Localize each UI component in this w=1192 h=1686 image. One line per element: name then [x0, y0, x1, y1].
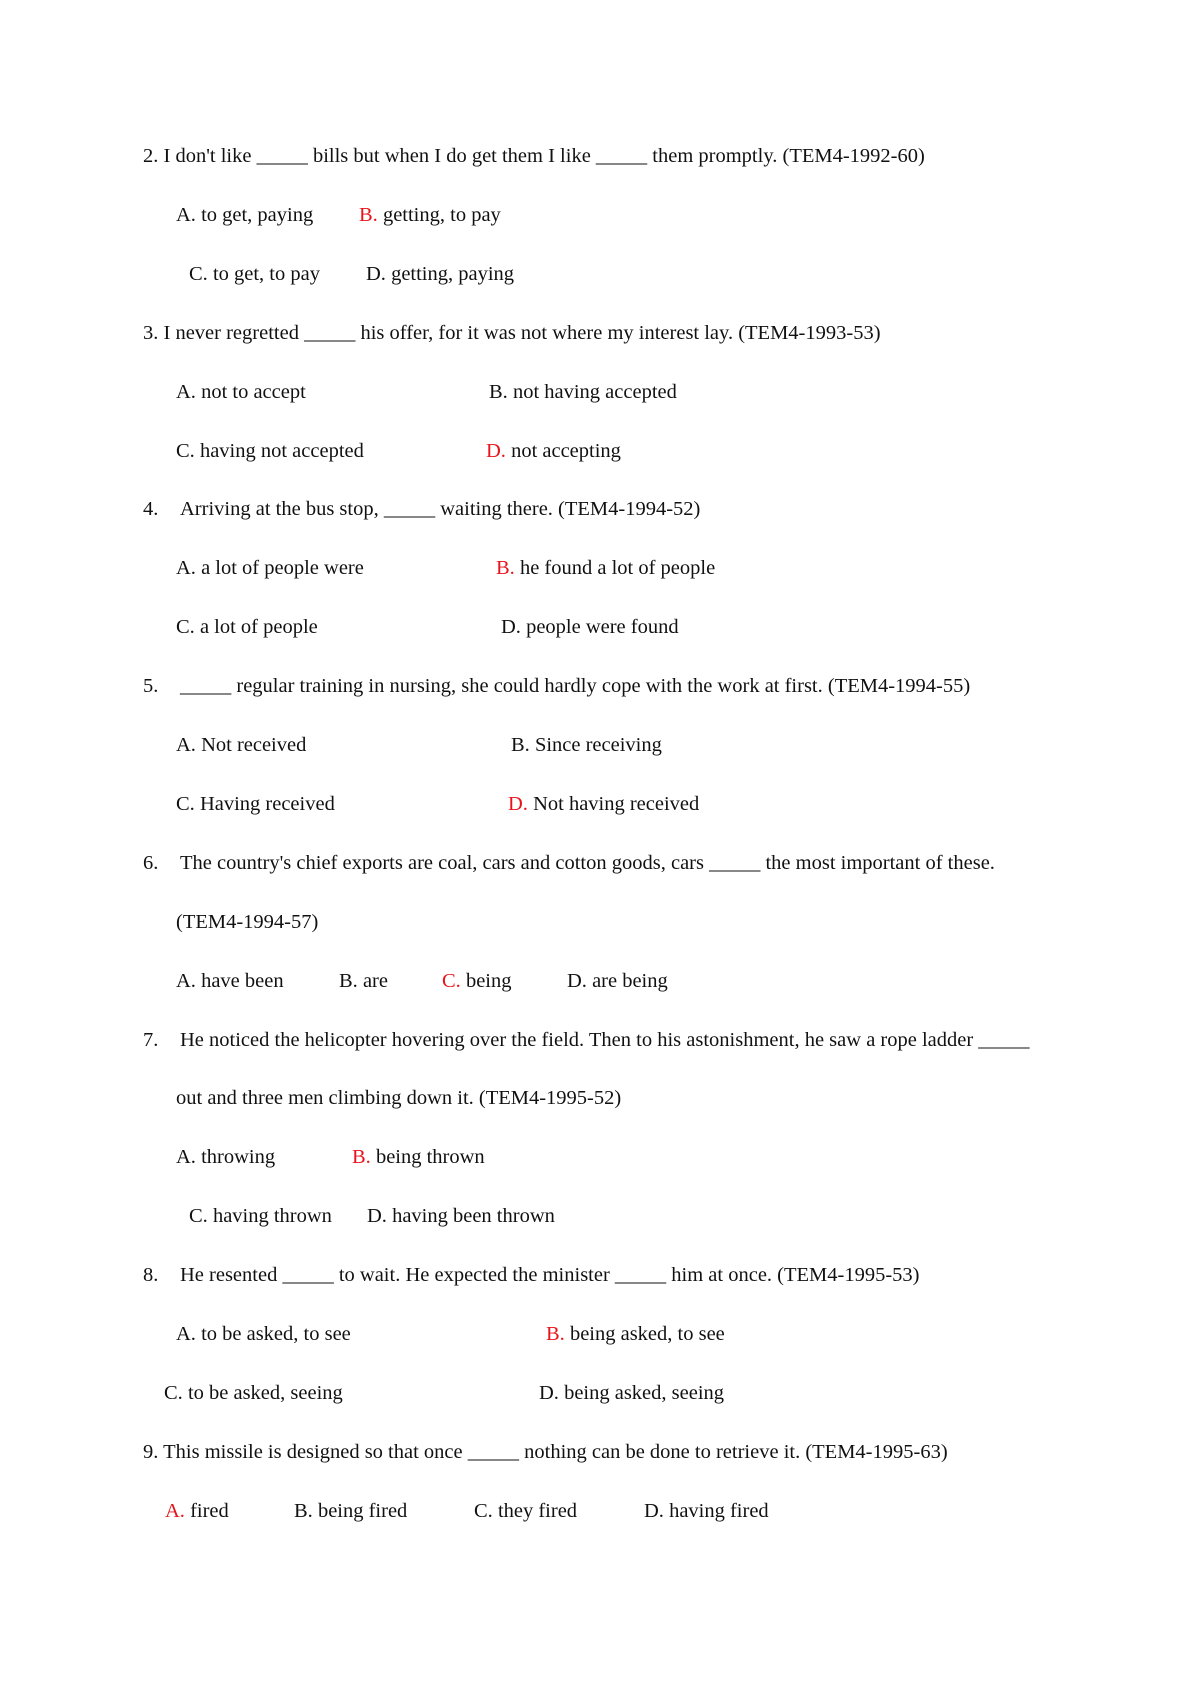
answer-letter: B. [496, 557, 515, 579]
option-text: are [357, 970, 388, 992]
option-letter: D. [367, 1205, 387, 1227]
option-text: not having accepted [507, 381, 677, 403]
option-a[interactable] [176, 1145, 275, 1169]
option-letter: B. [511, 734, 530, 756]
option-letter: A. [176, 381, 196, 403]
option-letter: A. [176, 557, 196, 579]
option-a[interactable] [176, 1322, 351, 1346]
option-c[interactable] [164, 1381, 343, 1405]
answer-letter: C. [442, 970, 461, 992]
option-b[interactable] [489, 380, 677, 404]
question-number: 4. [143, 498, 159, 520]
option-c[interactable] [176, 439, 364, 463]
question-stem: 9. This missile is designed so that once _____ nothing can be done to retrieve it. (TEM4-1995-63) [143, 1441, 948, 1463]
option-text: being asked, to see [564, 1323, 725, 1345]
option-letter: B. [294, 1500, 313, 1522]
option-letter: C. [176, 440, 195, 462]
question-number: 8. [143, 1264, 159, 1286]
option-b[interactable] [511, 733, 662, 757]
option-letter: C. [164, 1382, 183, 1404]
option-text: he found a lot of people [514, 557, 716, 579]
option-b[interactable] [359, 203, 501, 227]
option-letter: D. [539, 1382, 559, 1404]
question-stem-continued: out and three men climbing down it. (TEM4-1995-52) [176, 1087, 622, 1109]
question-stem: Arriving at the bus stop, _____ waiting there. (TEM4-1994-52) [180, 498, 701, 520]
option-text: being thrown [370, 1146, 485, 1168]
answer-letter: B. [546, 1323, 565, 1345]
option-d[interactable] [539, 1381, 724, 1405]
option-d[interactable] [567, 969, 668, 993]
option-text: being fired [312, 1500, 408, 1522]
option-a[interactable] [176, 556, 364, 580]
option-a[interactable] [176, 380, 306, 404]
option-a[interactable] [176, 733, 306, 757]
option-letter: A. [176, 1323, 196, 1345]
option-text: getting, paying [385, 263, 515, 285]
answer-letter: A. [165, 1500, 185, 1522]
option-text: to be asked, to see [195, 1323, 351, 1345]
question-number: 6. [143, 852, 159, 874]
option-text: a lot of people [194, 616, 318, 638]
option-text: getting, to pay [377, 204, 501, 226]
option-letter: C. [189, 1205, 208, 1227]
option-d[interactable] [486, 439, 621, 463]
option-b[interactable] [339, 969, 388, 993]
option-letter: A. [176, 970, 196, 992]
option-letter: A. [176, 734, 196, 756]
option-text: being asked, seeing [558, 1382, 725, 1404]
option-letter: C. [474, 1500, 493, 1522]
option-b[interactable] [546, 1322, 725, 1346]
option-text: having thrown [207, 1205, 332, 1227]
answer-letter: D. [508, 793, 528, 815]
question-stem: The country's chief exports are coal, cars and cotton goods, cars _____ the most important of these. [180, 852, 995, 874]
option-text: are being [586, 970, 668, 992]
question-stem-continued: (TEM4-1994-57) [176, 911, 319, 933]
option-text: to get, to pay [207, 263, 320, 285]
option-text: Not received [195, 734, 307, 756]
option-text: throwing [195, 1146, 276, 1168]
option-letter: D. [501, 616, 521, 638]
option-b[interactable] [496, 556, 715, 580]
option-letter: D. [644, 1500, 664, 1522]
option-text: have been [195, 970, 284, 992]
option-a[interactable] [176, 969, 284, 993]
answer-letter: B. [359, 204, 378, 226]
option-text: they fired [492, 1500, 578, 1522]
question-stem: _____ regular training in nursing, she could hardly cope with the work at first. (TEM4-1994-55) [180, 675, 971, 697]
answer-letter: D. [486, 440, 506, 462]
option-letter: B. [489, 381, 508, 403]
option-text: having not accepted [194, 440, 364, 462]
option-c[interactable] [176, 615, 318, 639]
option-c[interactable] [176, 792, 335, 816]
option-text: to get, paying [195, 204, 314, 226]
option-text: Not having received [527, 793, 700, 815]
option-letter: A. [176, 1146, 196, 1168]
question-stem: 3. I never regretted _____ his offer, for it was not where my interest lay. (TEM4-1993-53) [143, 322, 881, 344]
option-text: people were found [520, 616, 679, 638]
option-d[interactable] [508, 792, 699, 816]
question-number: 7. [143, 1029, 159, 1051]
option-a[interactable] [176, 203, 313, 227]
question-stem: He noticed the helicopter hovering over the field. Then to his astonishment, he saw a rope ladder _____ [180, 1029, 1030, 1051]
option-a[interactable] [165, 1499, 229, 1523]
option-d[interactable] [367, 1204, 555, 1228]
option-c[interactable] [189, 262, 320, 286]
option-text: fired [184, 1500, 229, 1522]
option-b[interactable] [352, 1145, 485, 1169]
option-d[interactable] [366, 262, 514, 286]
option-text: a lot of people were [195, 557, 364, 579]
option-text: being [460, 970, 512, 992]
option-d[interactable] [644, 1499, 769, 1523]
question-stem: He resented _____ to wait. He expected the minister _____ him at once. (TEM4-1995-53) [180, 1264, 920, 1286]
option-text: not to accept [195, 381, 306, 403]
option-c[interactable] [474, 1499, 577, 1523]
option-c[interactable] [442, 969, 511, 993]
option-letter: D. [366, 263, 386, 285]
option-letter: C. [176, 616, 195, 638]
option-text: not accepting [505, 440, 621, 462]
option-text: having been thrown [386, 1205, 555, 1227]
option-letter: A. [176, 204, 196, 226]
question-number: 5. [143, 675, 159, 697]
option-b[interactable] [294, 1499, 407, 1523]
option-text: Having received [194, 793, 335, 815]
option-text: to be asked, seeing [182, 1382, 343, 1404]
option-text: Since receiving [529, 734, 662, 756]
option-d[interactable] [501, 615, 679, 639]
option-letter: B. [339, 970, 358, 992]
question-stem: 2. I don't like _____ bills but when I do get them I like _____ them promptly. (TEM4-1992-60) [143, 145, 925, 167]
option-letter: D. [567, 970, 587, 992]
option-c[interactable] [189, 1204, 332, 1228]
option-letter: C. [176, 793, 195, 815]
answer-letter: B. [352, 1146, 371, 1168]
option-text: having fired [663, 1500, 769, 1522]
option-letter: C. [189, 263, 208, 285]
